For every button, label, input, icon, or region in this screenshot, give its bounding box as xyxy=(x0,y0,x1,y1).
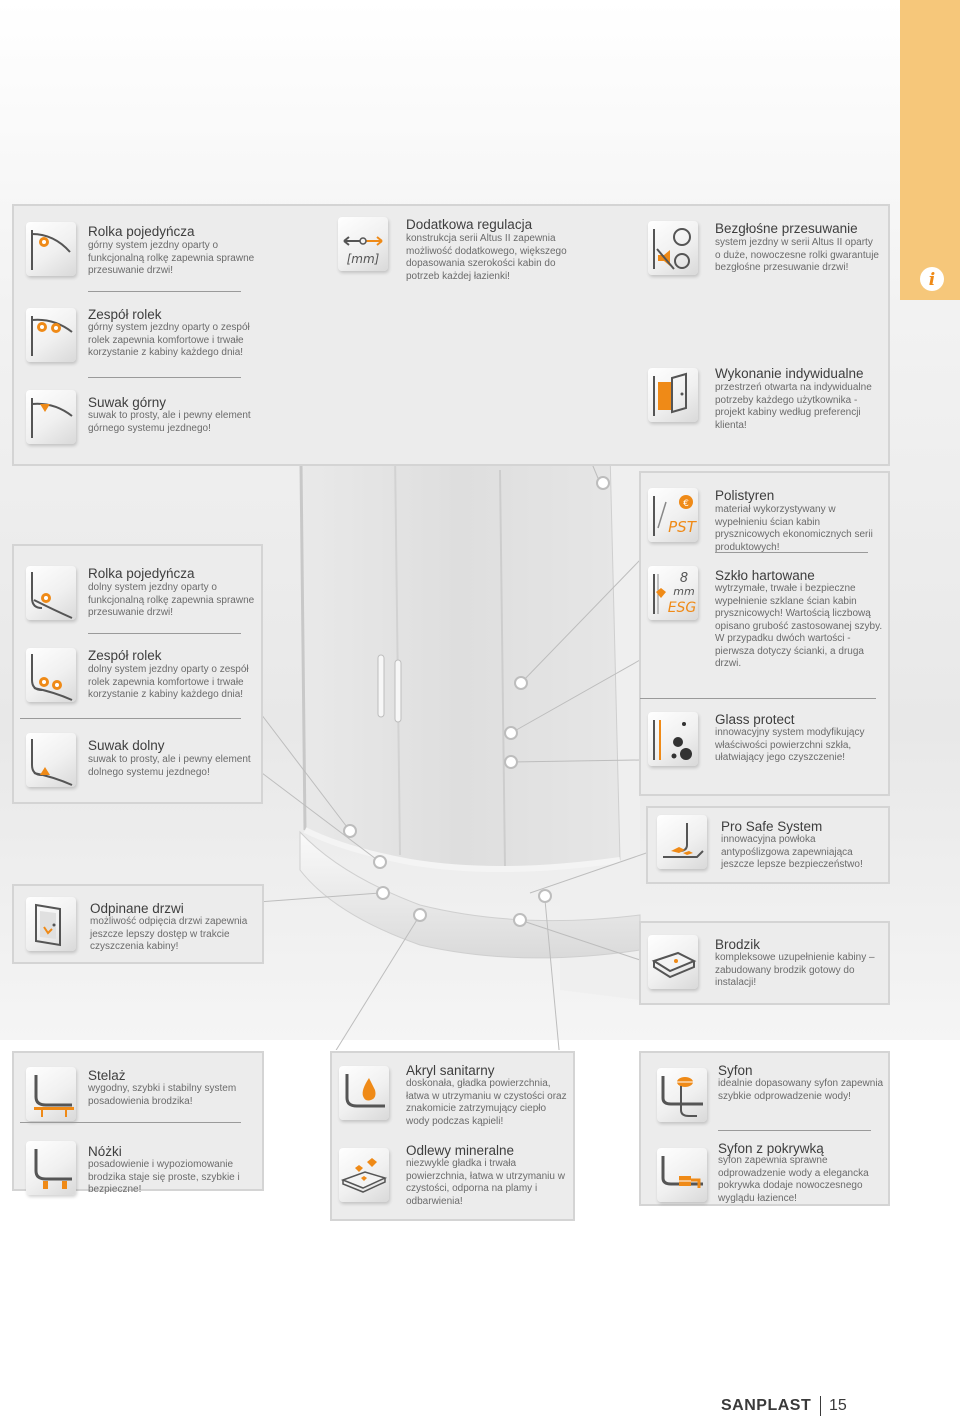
divider xyxy=(88,377,241,378)
divider xyxy=(88,633,241,634)
polistyren-title: Polistyren xyxy=(715,488,775,503)
odlewy-desc: niezwykle gładka i trwała powierzchnia, łatwa w utrzymaniu w czystości, odporna na plamy i odbarwienia! xyxy=(406,1158,565,1207)
odpinane-title: Odpinane drzwi xyxy=(90,901,184,916)
brand-logo: SANPLAST xyxy=(721,1397,812,1414)
brodzik-desc: kompleksowe uzupełnienie kabiny – zabudowany brodzik gotowy do instalacji! xyxy=(715,952,875,988)
zespol-dolny-title: Zespół rolek xyxy=(88,648,162,663)
pro-safe-desc: innowacyjna powłoka antypoślizgowa zapewniająca jeszcze lepsze bezpieczeństwo! xyxy=(721,834,863,870)
divider xyxy=(715,552,868,553)
wykonanie-title: Wykonanie indywidualne xyxy=(715,366,864,381)
suwak-dolny-title: Suwak dolny xyxy=(88,738,165,753)
shower-tray-icon xyxy=(648,935,698,989)
bottom-slider-icon xyxy=(26,733,76,787)
odlewy-title: Odlewy mineralne xyxy=(406,1143,515,1158)
nozki-desc: posadowienie i wypoziomowanie brodzika staje się proste, szybkie i bezpieczne! xyxy=(88,1159,240,1195)
szklo-title: Szkło hartowane xyxy=(715,568,815,583)
divider xyxy=(88,291,241,292)
acrylic-icon xyxy=(339,1066,389,1120)
custom-design-icon xyxy=(648,368,698,422)
glass-protect-icon xyxy=(648,712,698,766)
rolka-dolna-title: Rolka pojedyńcza xyxy=(88,566,195,581)
siphon-icon xyxy=(657,1068,707,1122)
polistyren-desc: materiał wykorzystywany w wypełnieniu ścian kabin prysznicowych ekonomicznych serii produktowych! xyxy=(715,504,873,553)
glass-protect-title: Glass protect xyxy=(715,712,795,727)
roller-set-top-icon xyxy=(26,308,76,362)
zespol-dolny-desc: dolny system jezdny oparty o zespół rolek zapewnia komfortowe i trwałe korzystanie z kabiny każdego dnia! xyxy=(88,664,249,700)
legs-icon xyxy=(26,1141,76,1195)
syfon-pokrywka-title: Syfon z pokrywką xyxy=(718,1141,824,1156)
stelaz-desc: wygodny, szybki i stabilny system posadowienia brodzika! xyxy=(88,1083,237,1107)
esg-label: ESG xyxy=(667,600,697,616)
silent-sliding-icon xyxy=(648,221,698,275)
unit-label: mm xyxy=(673,585,695,598)
regulacja-title: Dodatkowa regulacja xyxy=(406,217,533,232)
zespol-gorny-title: Zespół rolek xyxy=(88,307,162,322)
siphon-cover-icon xyxy=(657,1148,707,1202)
regulacja-desc: konstrukcja serii Altus II zapewnia możliwość dodatkowego, większego dopasowania szerokości kabin do potrzeb każdej łazienki! xyxy=(406,233,567,282)
mineral-cast-icon xyxy=(339,1148,389,1202)
divider xyxy=(20,1122,241,1123)
adjustment-mm-label: [mm] xyxy=(346,252,380,266)
pro-safe-title: Pro Safe System xyxy=(721,819,823,834)
tempered-glass-icon xyxy=(648,566,698,620)
page-number: 15 xyxy=(829,1397,847,1414)
wykonanie-desc: przestrzeń otwarta na indywidualne potrzeby każdego użytkownika - projekt kabiny według preferencji klienta! xyxy=(715,382,872,431)
divider xyxy=(640,698,876,699)
svg-text:€: € xyxy=(683,499,689,509)
side-tab xyxy=(900,0,960,300)
zespol-gorny-desc: górny system jezdny oparty o zespół rolek zapewnia komfortowe i trwałe korzystanie z kabiny każdego dnia! xyxy=(88,322,250,358)
detachable-door-icon xyxy=(26,897,76,951)
anti-slip-icon xyxy=(657,815,707,869)
odpinane-desc: możliwość odpięcia drzwi zapewnia jeszcze lepszy dostęp w trakcie czyszczenia kabiny! xyxy=(90,916,248,952)
nozki-title: Nóżki xyxy=(88,1144,122,1159)
suwak-gorny-desc: suwak to prosty, ale i pewny element górnego systemu jezdnego! xyxy=(88,410,251,434)
bezglosne-desc: system jezdny w serii Altus II oparty o duże, nowoczesne rolki gwarantuje bezgłośne przesuwanie drzwi! xyxy=(715,237,879,273)
stelaz-title: Stelaż xyxy=(88,1068,126,1083)
footer-separator xyxy=(820,1396,821,1416)
suwak-dolny-desc: suwak to prosty, ale i pewny element dolnego systemu jezdnego! xyxy=(88,754,251,778)
divider xyxy=(718,1130,871,1131)
pst-label: PST xyxy=(668,518,696,536)
syfon-desc: idealnie dopasowany syfon zapewnia szybkie odprowadzenie wody! xyxy=(718,1078,884,1102)
akryl-desc: doskonała, gładka powierzchnia, łatwa w utrzymaniu w czystości oraz znakomicie zatrzymujący ciepło wody podczas kąpieli! xyxy=(406,1078,567,1127)
thickness-label: 8 xyxy=(679,571,689,586)
top-slider-icon xyxy=(26,390,76,444)
info-icon xyxy=(912,262,952,296)
akryl-title: Akryl sanitarny xyxy=(406,1063,495,1078)
bezglosne-title: Bezgłośne przesuwanie xyxy=(715,221,858,236)
rolka-gorna-title: Rolka pojedyńcza xyxy=(88,224,195,239)
syfon-pokrywka-desc: syfon zapewnia sprawne odprowadzenie wody a elegancka pokrywka dodaje nowoczesnego wyglądu łazience! xyxy=(718,1155,869,1204)
svg-text:i: i xyxy=(928,270,936,290)
frame-icon xyxy=(26,1067,76,1121)
roller-set-bottom-icon xyxy=(26,648,76,702)
suwak-gorny-title: Suwak górny xyxy=(88,395,167,410)
rolka-gorna-desc: górny system jezdny oparty o funkcjonalną rolkę zapewnia sprawne przesuwanie drzwi! xyxy=(88,240,255,276)
polystyrene-icon xyxy=(648,488,698,542)
divider xyxy=(20,718,241,719)
adjustment-mm-icon xyxy=(338,217,388,271)
syfon-title: Syfon xyxy=(718,1063,753,1078)
glass-protect-desc: innowacyjny system modyfikujący właściwości powierzchni szkła, ułatwiający jego czyszczenie! xyxy=(715,727,865,763)
single-roller-bottom-icon xyxy=(26,566,76,620)
szklo-desc: wytrzymałe, trwałe i bezpieczne wypełnienie szklane ścian kabin prysznicowych! Wartością liczbową opisano grubość zastosowanej szyby. W przypadku dwóch wartości - pierwsza dotyczy ścianki, a druga drzwi. xyxy=(715,583,883,669)
rolka-dolna-desc: dolny system jezdny oparty o funkcjonalną rolkę zapewnia sprawne przesuwanie drzwi! xyxy=(88,582,255,618)
single-roller-top-icon xyxy=(26,222,76,276)
brodzik-title: Brodzik xyxy=(715,937,761,952)
